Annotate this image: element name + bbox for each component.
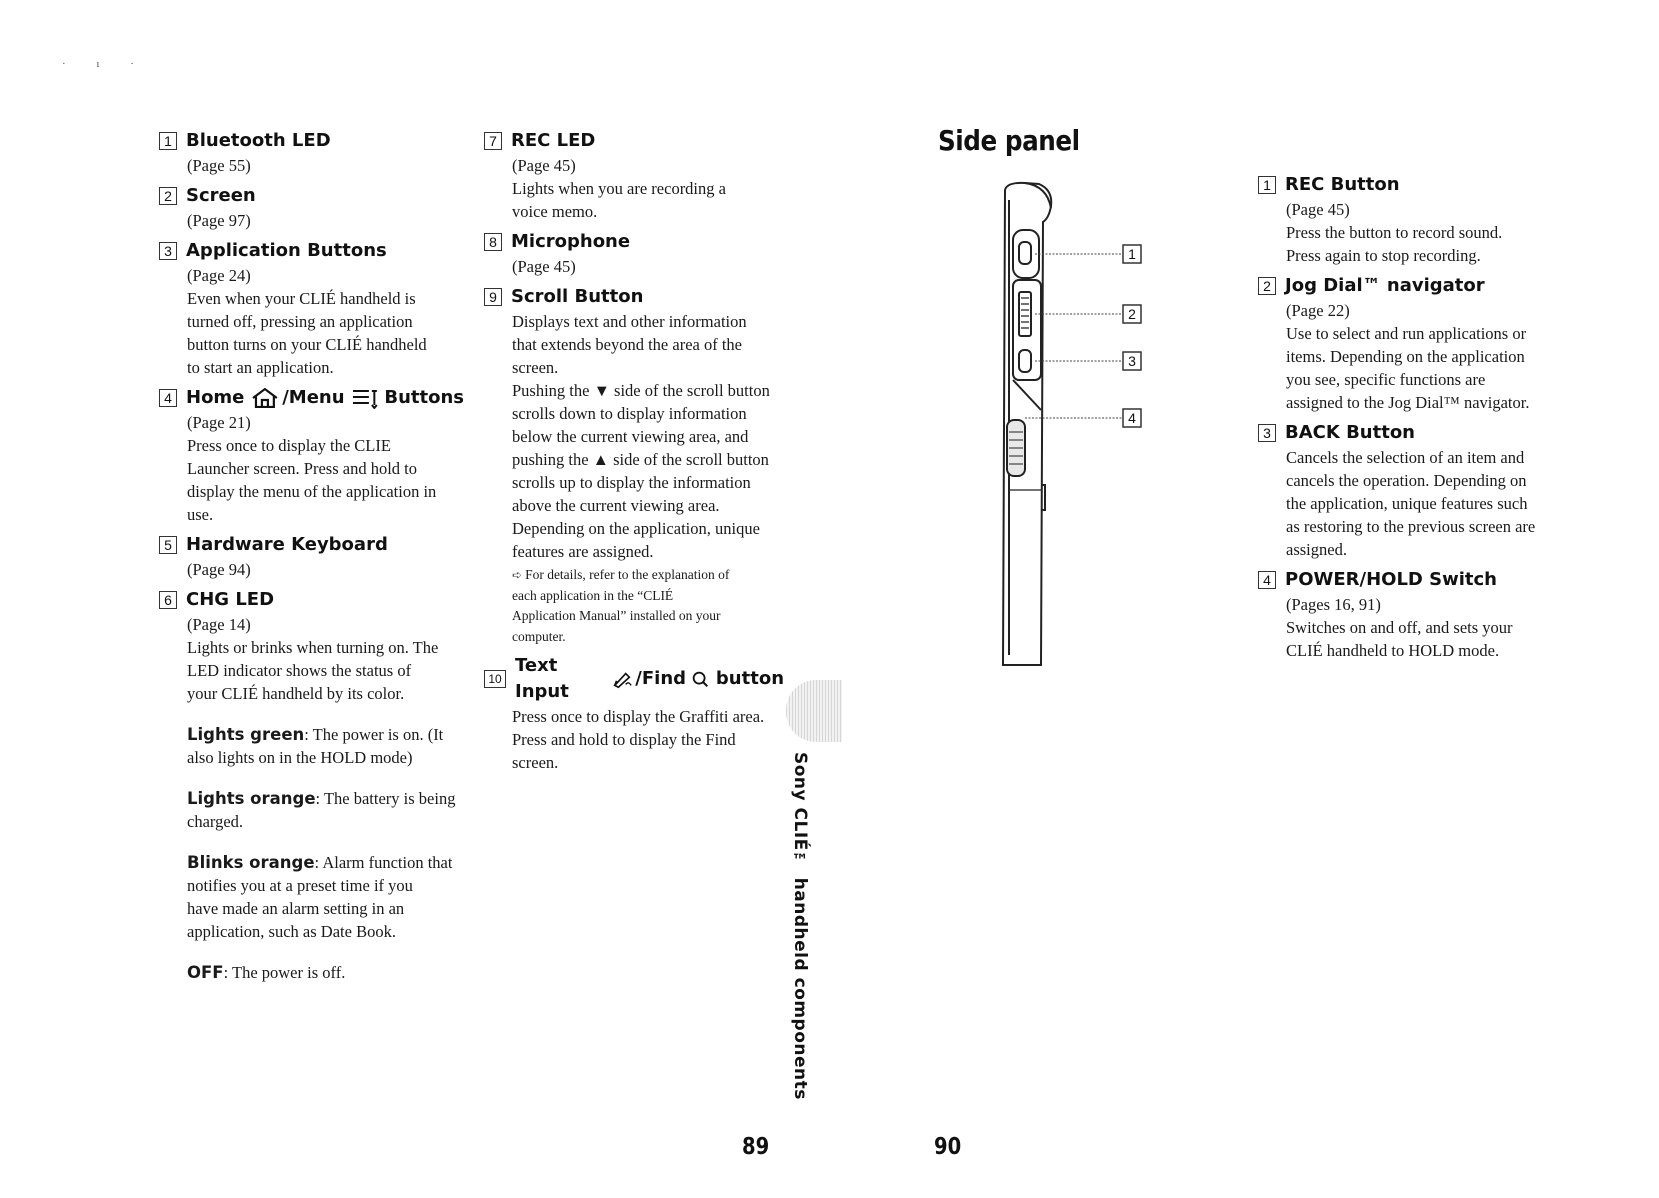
left-column — [159, 128, 464, 990]
desc-line: below the current viewing area, and — [512, 427, 749, 446]
desc-line: LED indicator shows the status of — [187, 661, 412, 680]
desc-line: Lights when you are recording a — [512, 179, 726, 198]
desc-line: your CLIÉ handheld by its color. — [187, 684, 405, 703]
callout-3: 3 — [1128, 353, 1136, 369]
item-number: 10 — [484, 670, 506, 688]
item-title-find: /Find — [635, 668, 687, 689]
desc-line: you see, specific functions are — [1286, 370, 1486, 389]
arrow-pointer-icon: ➪ — [512, 568, 523, 582]
desc-line: Press the button to record sound. — [1286, 223, 1503, 242]
desc-line: scrolls down to display information — [512, 404, 747, 423]
page-title: Side panel — [938, 124, 1080, 157]
status-label: Lights orange — [187, 789, 316, 808]
item-title: REC LED — [511, 130, 596, 151]
callout-1: 1 — [1128, 246, 1136, 262]
status-label: OFF — [187, 963, 224, 982]
pen-icon — [612, 669, 634, 689]
scan-artifact: · ı · — [62, 58, 148, 70]
middle-column — [484, 128, 784, 780]
desc-line: Use to select and run applications or — [1286, 324, 1527, 343]
desc-line: assigned. — [1286, 540, 1347, 559]
item-number: 4 — [159, 389, 177, 407]
desc-line: above the current viewing area. — [512, 496, 720, 515]
status-lights-green — [187, 723, 464, 769]
item-title: Scroll Button — [511, 286, 644, 307]
item-number: 8 — [484, 233, 502, 251]
item-title: Application Buttons — [186, 240, 387, 261]
status-text: : The power is on. (It — [304, 725, 444, 744]
status-text: notifies you at a preset time if you — [187, 876, 413, 895]
note-line: For details, refer to the explanation of — [525, 567, 730, 582]
desc-line: Cancels the selection of an item and — [1286, 448, 1525, 467]
desc-line: Even when your CLIÉ handheld is — [187, 289, 416, 308]
desc-line: Lights or brinks when turning on. The — [187, 638, 439, 657]
item-screen — [159, 183, 464, 232]
item-number: 9 — [484, 288, 502, 306]
note-line: Application Manual” installed on your — [512, 608, 721, 623]
desc-line: to start an application. — [187, 358, 334, 377]
page-ref: (Page 24) — [187, 266, 251, 285]
note-line: computer. — [512, 628, 566, 644]
page-ref: (Page 45) — [512, 257, 576, 276]
desc-line: screen. — [512, 358, 559, 377]
item-back-button — [1258, 420, 1588, 561]
item-title: BACK Button — [1285, 422, 1415, 443]
status-text: : Alarm function that — [314, 853, 453, 872]
page-ref: (Pages 16, 91) — [1286, 595, 1381, 614]
item-title: Bluetooth LED — [186, 130, 331, 151]
item-title-text-input: Text Input — [515, 655, 569, 702]
item-home-menu-buttons — [159, 385, 464, 526]
item-title: Jog Dial™ navigator — [1285, 275, 1485, 296]
status-text: application, such as Date Book. — [187, 922, 396, 941]
desc-line: Press and hold to display the Find — [512, 730, 736, 749]
desc-line: Press once to display the Graffiti area. — [512, 707, 765, 726]
desc-line: display the menu of the application in — [187, 482, 437, 501]
item-number: 5 — [159, 536, 177, 554]
item-title-home: Home — [186, 387, 245, 408]
page-ref: (Page 55) — [187, 156, 251, 175]
item-title: REC Button — [1285, 174, 1400, 195]
desc-line: cancels the operation. Depending on — [1286, 471, 1527, 490]
desc-line: turned off, pressing an application — [187, 312, 413, 331]
status-text: also lights on in the HOLD mode) — [187, 748, 413, 767]
desc-line: items. Depending on the application — [1286, 347, 1525, 366]
desc-line: use. — [187, 505, 214, 524]
item-number: 1 — [159, 132, 177, 150]
status-text: charged. — [187, 812, 244, 831]
desc-line: Displays text and other information — [512, 312, 747, 331]
menu-icon — [351, 387, 379, 409]
item-title: CHG LED — [186, 589, 275, 610]
house-icon — [250, 386, 280, 410]
item-number: 1 — [1258, 176, 1276, 194]
status-text: : The power is off. — [223, 963, 346, 982]
status-text: have made an alarm setting in an — [187, 899, 405, 918]
section-side-tab: Sony CLIÉ™ handheld components — [790, 752, 810, 1100]
page-ref: (Page 45) — [1286, 200, 1350, 219]
desc-line: button turns on your CLIÉ handheld — [187, 335, 427, 354]
item-rec-led — [484, 128, 784, 223]
desc-line: Depending on the application, unique — [512, 519, 760, 538]
status-label: Blinks orange — [187, 853, 315, 872]
item-microphone — [484, 229, 784, 278]
item-title-menu: /Menu — [282, 387, 345, 408]
item-title: Screen — [186, 185, 256, 206]
side-panel-illustration — [995, 180, 1165, 670]
item-jog-dial — [1258, 273, 1588, 414]
thumb-index-tab — [786, 680, 842, 742]
search-icon — [690, 669, 712, 689]
item-number: 3 — [1258, 424, 1276, 442]
page-ref: (Page 22) — [1286, 301, 1350, 320]
note-line: each application in the “CLIÉ — [512, 587, 674, 603]
callout-2: 2 — [1128, 306, 1136, 322]
page-ref: (Page 97) — [187, 211, 251, 230]
item-text-input-find — [484, 653, 784, 774]
callout-4: 4 — [1128, 410, 1136, 426]
desc-line: Press once to display the CLIE — [187, 436, 391, 455]
item-bluetooth-led — [159, 128, 464, 177]
item-hardware-keyboard — [159, 532, 464, 581]
item-number: 2 — [159, 187, 177, 205]
page-number-right: 90 — [934, 1134, 962, 1160]
page-number-left: 89 — [742, 1134, 770, 1160]
item-title-button: button — [715, 668, 785, 689]
status-blinks-orange — [187, 851, 464, 943]
desc-line: Switches on and off, and sets your — [1286, 618, 1513, 637]
item-scroll-button — [484, 284, 784, 647]
item-title: Hardware Keyboard — [186, 534, 388, 555]
item-number: 7 — [484, 132, 502, 150]
desc-line: Pushing the ▼ side of the scroll button — [512, 381, 770, 400]
desc-line: that extends beyond the area of the — [512, 335, 742, 354]
item-number: 4 — [1258, 571, 1276, 589]
right-column — [1258, 172, 1588, 668]
status-label: Lights green — [187, 725, 305, 744]
item-title-buttons: Buttons — [384, 387, 464, 408]
desc-line: scrolls up to display the information — [512, 473, 751, 492]
page-ref: (Page 45) — [512, 156, 576, 175]
item-title: POWER/HOLD Switch — [1285, 569, 1497, 590]
page-ref: (Page 21) — [187, 413, 251, 432]
desc-line: assigned to the Jog Dial™ navigator. — [1286, 393, 1530, 412]
status-off — [187, 961, 464, 984]
desc-line: the application, unique features such — [1286, 494, 1528, 513]
status-lights-orange — [187, 787, 464, 833]
item-number: 3 — [159, 242, 177, 260]
item-application-buttons — [159, 238, 464, 379]
item-title: Microphone — [511, 231, 631, 252]
desc-line: features are assigned. — [512, 542, 654, 561]
item-power-hold-switch — [1258, 567, 1588, 662]
page-ref: (Page 94) — [187, 560, 251, 579]
status-text: : The battery is being — [315, 789, 456, 808]
desc-line: voice memo. — [512, 202, 598, 221]
desc-line: pushing the ▲ side of the scroll button — [512, 450, 769, 469]
desc-line: Launcher screen. Press and hold to — [187, 459, 418, 478]
desc-line: as restoring to the previous screen are — [1286, 517, 1536, 536]
page-ref: (Page 14) — [187, 615, 251, 634]
desc-line: CLIÉ handheld to HOLD mode. — [1286, 641, 1500, 660]
item-chg-led — [159, 587, 464, 984]
desc-line: screen. — [512, 753, 559, 772]
item-rec-button — [1258, 172, 1588, 267]
item-number: 2 — [1258, 277, 1276, 295]
desc-line: Press again to stop recording. — [1286, 246, 1481, 265]
note — [512, 565, 784, 647]
item-number: 6 — [159, 591, 177, 609]
